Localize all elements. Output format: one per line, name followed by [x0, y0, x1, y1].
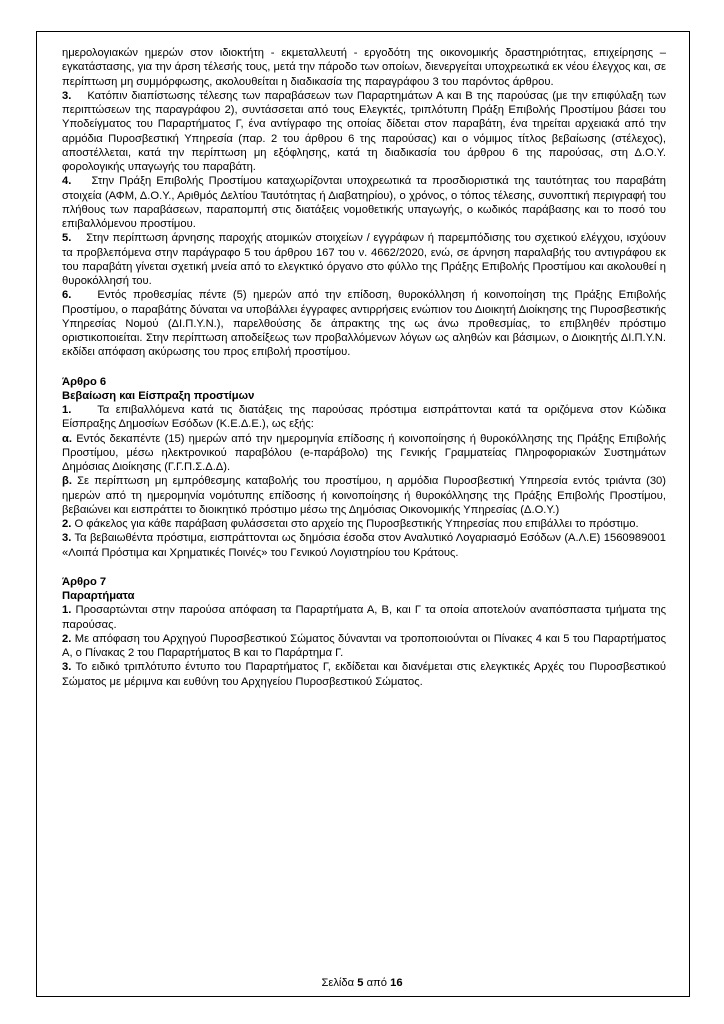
article-7-heading: Άρθρο 7: [62, 575, 107, 588]
page-number-footer: [0, 976, 724, 990]
article-6-paragraph-2: 2. Ο φάκελος για κάθε παράβαση φυλάσσεται στο αρχείο της Πυροσβεστικής Υπηρεσίας που επιβάλλει το πρόστιμο.: [62, 518, 639, 530]
article-6-title: Βεβαίωση και Είσπραξη προστίμων: [62, 389, 255, 402]
article-6-item-a: α. Εντός δεκαπέντε (15) ημερών από την ημερομηνία επίδοσης ή κοινοποίησης ή θυροκόλλησης της Πράξης Επιβολής Προστίμου, μέσω ηλεκτρονικού παραβόλου (e-παράβολο) της Γενικής Γραμματείας Πληροφοριακών Συστημάτων Δημόσιας Διοίκησης (Γ.Γ.Π.Σ.Δ.Δ).: [62, 432, 667, 473]
article-6-heading: Άρθρο 6: [62, 375, 107, 388]
document-body: [62, 46, 666, 689]
total-page-number: 16: [390, 977, 403, 989]
article-7-paragraph-3: 3. Το ειδικό τριπλότυπο έντυπο του Παραρτήματος Γ, εκδίδεται και διανέμεται στις ελεγκτικές Αρχές του Πυροσβεστικού Σώματος με μέριμνα και ευθύνη του Αρχηγείου Πυροσβεστικού Σώματος.: [62, 661, 666, 688]
article-6-paragraph-1: 1. Τα επιβαλλόμενα κατά τις διατάξεις της παρούσας πρόστιμα εισπράττονται κατά τα οριζόμενα στον Κώδικα Είσπραξης Δημοσίων Εσόδων (Κ.Ε.Δ.Ε.), ως εξής:: [62, 404, 666, 431]
paragraph-5: 5. Στην περίπτωση άρνησης παροχής ατομικών στοιχείων / εγγράφων ή παρεμπόδισης του σχετικού ελέγχου, ισχύουν τα προβλεπόμενα στην παράγραφο 5 του άρθρου 167 του ν. 4662/2020, ενώ, σε άρνηση παραλαβής του αντιγράφου εκ του παραβάτη γίνεται σχετική μνεία από το ελεγκτικό όργανο στο φύλλο της Πράξης Επιβολής Προστίμου και ακολουθεί η θυροκόλλησή του.: [62, 232, 666, 287]
page-separator: από: [366, 977, 387, 989]
paragraph-6: 6. Εντός προθεσμίας πέντε (5) ημερών από την επίδοση, θυροκόλληση ή κοινοποίηση της Πράξης Επιβολής Προστίμου, ο παραβάτης δύναται να υποβάλλει έγγραφες αντιρρήσεις ενώπιον του Διοικητή Διοίκησης της Πυροσβεστικής Υπηρεσίας Νομού (ΔΙ.Π.Υ.Ν.), παρελθούσης δε άπρακτης της ως άνω προθεσμίας, το επιβληθέν πρόστιμο οριστικοποιείται. Στην περίπτωση αποδείξεως των προβαλλόμενων λόγων ως αληθών και βάσιμων, ο Διοικητής ΔΙ.Π.Υ.Ν. εκδίδει απόφαση ακύρωσης του προς επιβολή προστίμου.: [62, 289, 666, 359]
current-page-number: 5: [357, 977, 364, 989]
article-6-item-b: β. Σε περίπτωση μη εμπρόθεσμης καταβολής του προστίμου, η αρμόδια Πυροσβεστική Υπηρεσία εντός τριάντα (30) ημερών από τη ημερομηνία νομότυπης επίδοσης ή κοινοποίησης ή θυροκόλλησης της Πράξης Επιβολής Προστίμου, βεβαιώνει και εισπράττει το διοικητικό πρόστιμο μέσω της Δημόσιας Οικονομικής Υπηρεσίας (Δ.Ο.Υ.): [62, 475, 667, 516]
paragraph-continuation: ημερολογιακών ημερών στον ιδιοκτήτη - εκμεταλλευτή - εργοδότη της οικονομικής δραστηριότητας, επιχείρησης – εγκατάστασης, για την άρση τέλεσής τους, μετά την πάροδο των οποίων, διενεργείται υποχρεωτικά εκ νέου έλεγχος και, σε περίπτωση μη συμμόρφωσης, ακολουθείται η διαδικασία της παραγράφου 3 του παρόντος άρθρου.: [62, 47, 666, 88]
page-label: Σελίδα: [321, 977, 355, 989]
article-6-paragraph-3: 3. Τα βεβαιωθέντα πρόστιμα, εισπράττονται ως δημόσια έσοδα στον Αναλυτικό Λογαριασμό Εσόδων (Α.Λ.Ε) 1560989001 «Λοιπά Πρόστιμα και Χρηματικές Ποινές» του Γενικού Λογιστηρίου του Κράτους.: [62, 532, 666, 559]
article-7-paragraph-1: 1. Προσαρτώνται στην παρούσα απόφαση τα Παραρτήματα Α, Β, και Γ τα οποία αποτελούν αναπόσπαστα τμήματα της παρούσας.: [62, 604, 666, 631]
article-7-title: Παραρτήματα: [62, 590, 135, 602]
paragraph-4: 4. Στην Πράξη Επιβολής Προστίμου καταχωρίζονται υποχρεωτικά τα προσδιοριστικά της ταυτότητας του παραβάτη στοιχεία (ΑΦΜ, Δ.Ο.Υ., Αριθμός Δελτίου Ταυτότητας ή Διαβατηρίου), ο χρόνος, ο τόπος τέλεσης, συνοπτική περιγραφή του πλήθους των παραβάσεων, παραπομπή στις διατάξεις νομοθετικής υπαγωγής, ο κωδικός παράβασης και το ποσό του επιβαλλόμενου προστίμου.: [62, 175, 666, 230]
article-7-paragraph-2: 2. Με απόφαση του Αρχηγού Πυροσβεστικού Σώματος δύνανται να τροποποιούνται οι Πίνακες 4 και 5 του Παραρτήματος Α, ο Πίνακας 2 του Παραρτήματος Β και το Παράρτημα Γ.: [62, 632, 666, 659]
paragraph-3: 3. Κατόπιν διαπίστωσης τέλεσης των παραβάσεων των Παραρτημάτων Α και Β της παρούσας (με την επιφύλαξη των περιπτώσεων της παραγράφου 2), συντάσσεται από τους Ελεγκτές, τριπλότυπη Πράξη Επιβολής Προστίμου βάσει του Υποδείγματος του Παραρτήματος Γ, ένα αντίγραφο της οποίας δίδεται στον παραβάτη, ένα τηρείται αρχειακά από την αρμόδια Πυροσβεστική Υπηρεσία (παρ. 2 του άρθρου 6 της παρούσας) και ο νόμιμος τίτλος βεβαίωσης (στέλεχος), αποστέλλεται, κατά την περίπτωση μη εξόφλησης, κατά τη διαδικασία του άρθρου 6 της παρούσας, στη Δ.Ο.Υ. φορολογικής υπαγωγής του παραβάτη.: [62, 89, 666, 173]
